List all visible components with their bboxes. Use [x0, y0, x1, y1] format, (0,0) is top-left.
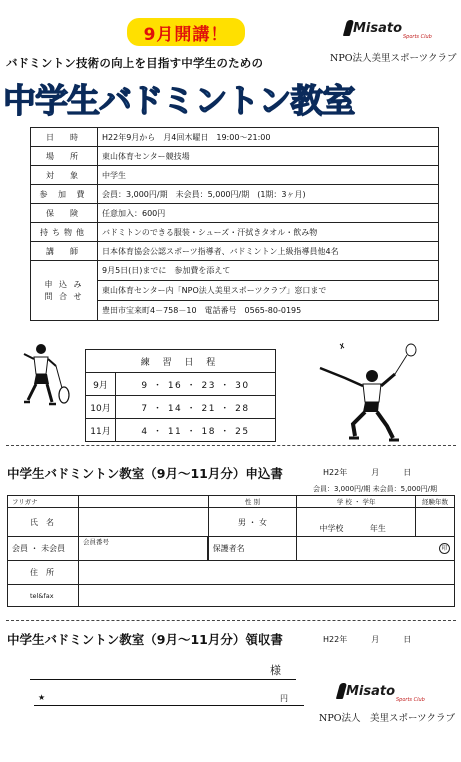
cut-line [6, 620, 456, 621]
schedule-row [86, 419, 276, 442]
receipt-honorific: 様 [270, 664, 281, 677]
seal-mark-icon: 印 [439, 543, 450, 554]
schedule-month: 10月 [86, 396, 116, 419]
application-date: H22年 月 日 [323, 468, 412, 477]
receipt-star-icon: ★ [38, 693, 46, 702]
info-label: 日 時 [31, 128, 98, 147]
info-value: 会員：3,000円/期 未会員：5,000円/期 (1期：3ヶ月) [98, 185, 439, 204]
gender-options[interactable]: 男 ・ 女 [208, 508, 297, 537]
org-name-top: NPO法人美里スポーツクラブ [330, 53, 457, 64]
info-value: 日本体育協会公認スポーツ指導者、バドミントン上級指導員他4名 [98, 242, 439, 261]
info-row [31, 147, 439, 166]
gender-header: 性 別 [208, 496, 297, 508]
application-fee-note: 会員：3,000円/期 未会員：5,000円/期 [313, 485, 438, 493]
info-value: H22年9月から 月4回木曜日 19:00～21:00 [98, 128, 439, 147]
contact-label: 申 込 み 問 合 せ [31, 261, 98, 321]
address-label: 住 所 [8, 561, 79, 585]
school-header: 学 校 ・ 学年 [297, 496, 416, 508]
flyer-subtitle: バドミントン技術の向上を目指す中学生のための [6, 56, 264, 70]
info-label: 保 険 [31, 204, 98, 223]
tel-field[interactable] [78, 585, 454, 607]
receipt-title: 中学生バドミントン教室（9月～11月分）領収書 [7, 632, 283, 647]
schedule-days: 9 ・ 16 ・ 23 ・ 30 [116, 373, 276, 396]
cut-line [6, 445, 456, 446]
info-label: 場 所 [31, 147, 98, 166]
contact-row [31, 261, 439, 281]
application-form [7, 495, 455, 607]
info-row [31, 204, 439, 223]
school-field[interactable] [297, 508, 416, 537]
info-row [31, 223, 439, 242]
guardian-field[interactable] [297, 537, 455, 561]
schedule-days: 4 ・ 11 ・ 18 ・ 25 [116, 419, 276, 442]
grade-suffix: 年生 [369, 524, 386, 533]
receipt-amount-line[interactable] [34, 705, 304, 706]
logo-tagline: Sports Club [403, 34, 432, 40]
schedule-header: 練 習 日 程 [86, 350, 276, 373]
schedule-row [86, 373, 276, 396]
info-label: 参 加 費 [31, 185, 98, 204]
guardian-label: 保護者名 [208, 537, 297, 561]
info-row [31, 166, 439, 185]
receipt-date: H22年 月 日 [323, 635, 412, 644]
info-label: 講 師 [31, 242, 98, 261]
opening-banner: 9月開講！ [127, 18, 245, 46]
member-number-label: 会員番号 [82, 538, 109, 546]
badminton-player-illustration-right [315, 340, 430, 445]
info-row [31, 242, 439, 261]
org-name-bottom: NPO法人 美里スポーツクラブ [319, 713, 456, 724]
experience-header: 経験年数 [416, 496, 455, 508]
name-field[interactable] [78, 508, 208, 537]
schedule-month: 11月 [86, 419, 116, 442]
furigana-label: フリガナ [8, 496, 79, 508]
info-row [31, 185, 439, 204]
member-number-field[interactable] [78, 537, 207, 561]
receipt-yen: 円 [280, 694, 288, 703]
club-logo-top [345, 20, 432, 40]
info-value: 任意加入：600円 [98, 204, 439, 223]
schedule-days: 7 ・ 14 ・ 21 ・ 28 [116, 396, 276, 419]
school-suffix: 中学校 [319, 524, 344, 533]
schedule-month: 9月 [86, 373, 116, 396]
address-field[interactable] [78, 561, 454, 585]
contact-line: 豊田市宝来町4－758－10 電話番号 0565-80-0195 [98, 301, 439, 321]
application-title: 中学生バドミントン教室（9月～11月分）申込書 [7, 466, 283, 481]
flyer-title: 中学生バドミントン教室 [3, 81, 355, 120]
practice-schedule-table [85, 349, 276, 442]
experience-field[interactable] [416, 508, 455, 537]
info-value: 中学生 [98, 166, 439, 185]
logo-tagline: Sports Club [396, 697, 425, 703]
schedule-row [86, 396, 276, 419]
info-value: バドミトンのできる服装・シューズ・汗拭きタオル・飲み物 [98, 223, 439, 242]
name-label: 氏 名 [8, 508, 79, 537]
badminton-player-illustration-left [16, 340, 76, 412]
member-type-label[interactable]: 会員 ・ 未会員 [8, 537, 79, 561]
logo-wordmark: Misato [346, 684, 396, 699]
logo-wordmark: Misato [353, 21, 403, 36]
tel-label: tel&fax [8, 585, 79, 607]
club-logo-bottom [338, 683, 425, 703]
contact-line: 9月5日(日)までに 参加費を添えて [98, 261, 439, 281]
furigana-field[interactable] [78, 496, 208, 508]
info-row [31, 128, 439, 147]
receipt-name-line[interactable] [30, 679, 296, 680]
info-label: 持ち物他 [31, 223, 98, 242]
contact-line: 東山体育センター内「NPO法人美里スポーツクラブ」窓口まで [98, 281, 439, 301]
info-label: 対 象 [31, 166, 98, 185]
info-value: 東山体育センター競技場 [98, 147, 439, 166]
event-info-table [30, 127, 439, 321]
